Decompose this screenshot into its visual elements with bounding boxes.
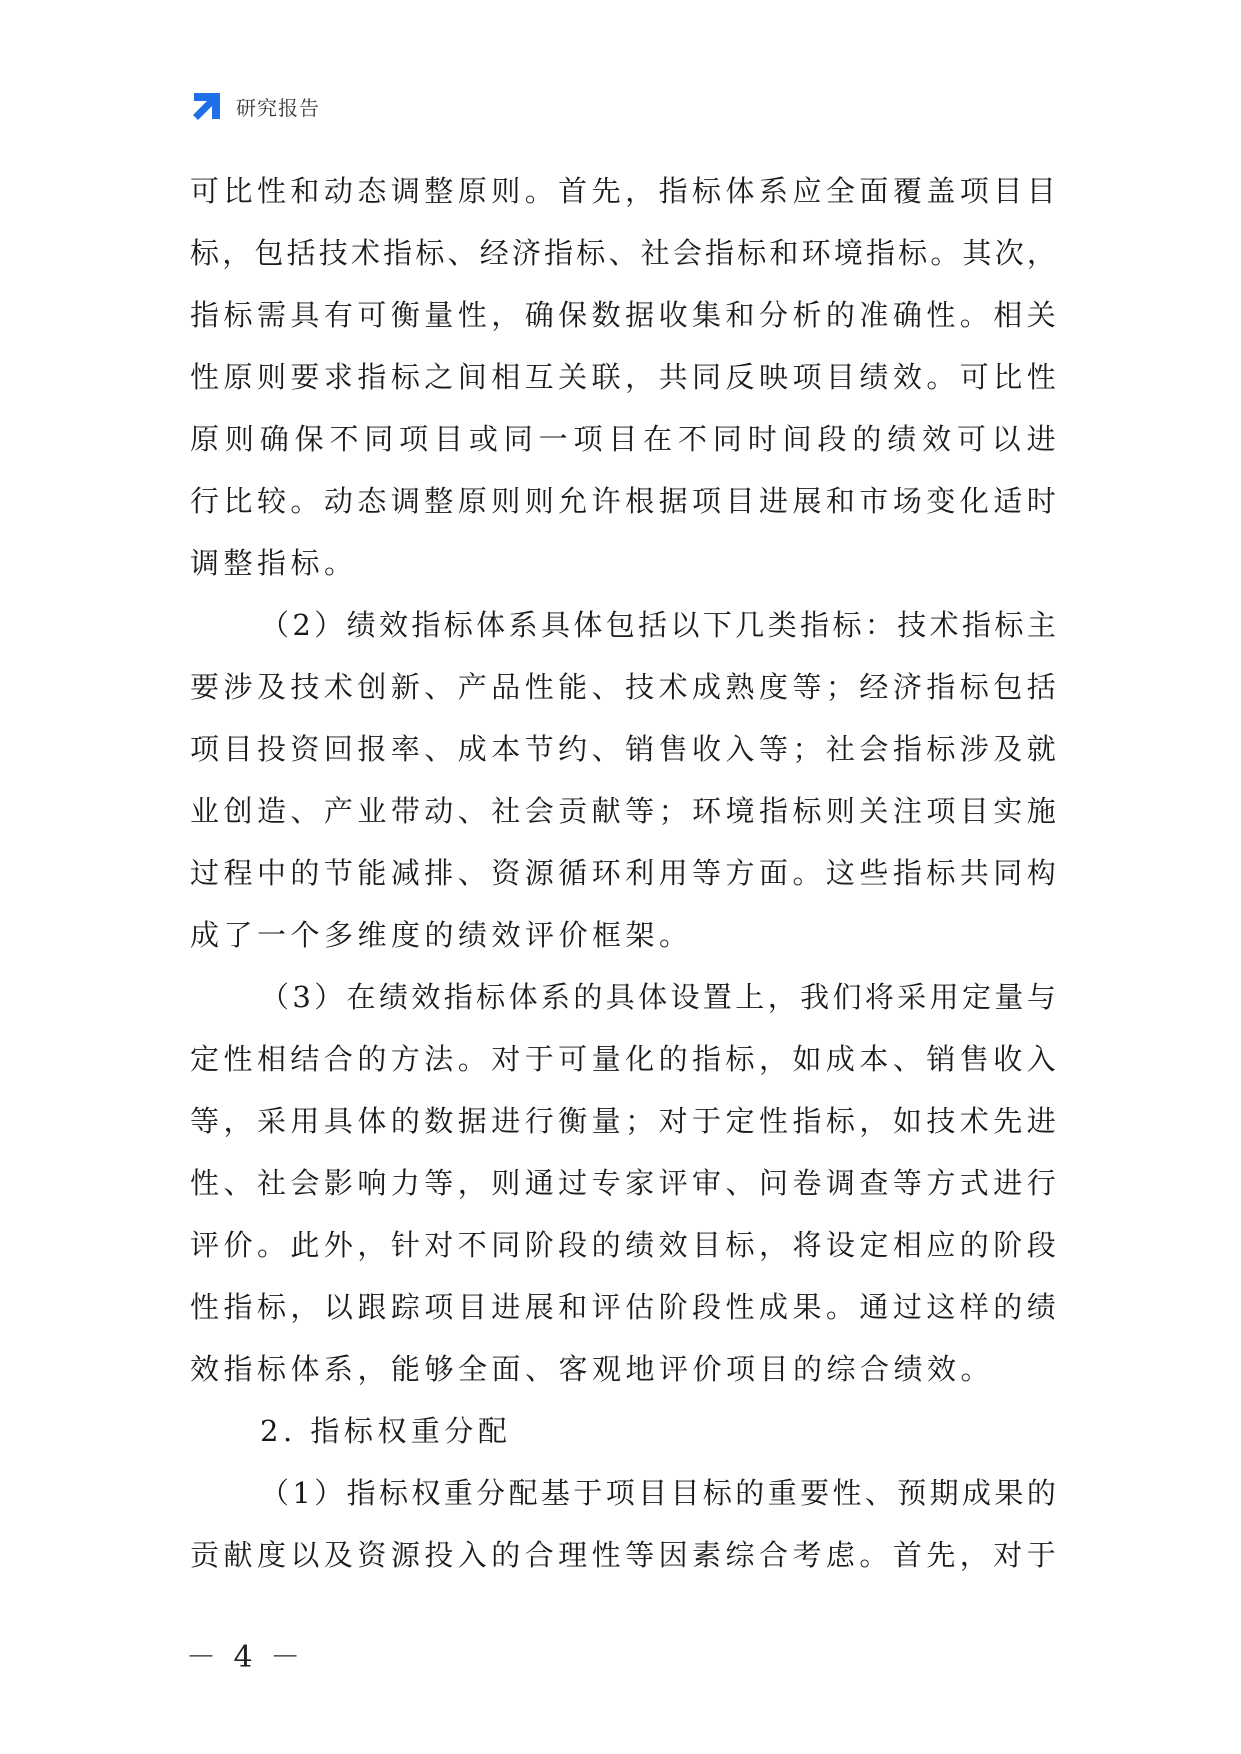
document-body xyxy=(190,160,1056,1586)
text-line: 过 程 中 的 节 能 减 排 、 资 源 循 环 利 用 等 方 面 。 这 些 指 标 共 同 构 xyxy=(190,856,1056,890)
text-line: （ 2 ） 绩 效 指 标 体 系 具 体 包 括 以 下 几 类 指 标 ： 技 术 指 标 主 xyxy=(260,608,1056,642)
arrow-up-right-icon xyxy=(190,89,224,123)
text-line: （ 1 ） 指 标 权 重 分 配 基 于 项 目 目 标 的 重 要 性 、 预 期 成 果 的 xyxy=(260,1476,1056,1510)
paragraph xyxy=(190,160,1056,594)
paragraph xyxy=(190,1462,1056,1586)
text-line: 定 性 相 结 合 的 方 法 。 对 于 可 量 化 的 指 标 ， 如 成 本 、 销 售 收 入 xyxy=(190,1042,1056,1076)
text-line: 标 ， 包 括 技 术 指 标 、 经 济 指 标 、 社 会 指 标 和 环 境 指 标 。 其 次 ， xyxy=(190,236,1056,270)
text-line: 要 涉 及 技 术 创 新 、 产 品 性 能 、 技 术 成 熟 度 等 ； 经 济 指 标 包 括 xyxy=(190,670,1056,704)
text-line: 评 价 。 此 外 ， 针 对 不 同 阶 段 的 绩 效 目 标 ， 将 设 定 相 应 的 阶 段 xyxy=(190,1228,1056,1262)
text-line: 成了一个多维度的绩效评价框架。 xyxy=(190,918,693,952)
text-line: 项 目 投 资 回 报 率 、 成 本 节 约 、 销 售 收 入 等 ； 社 会 指 标 涉 及 就 xyxy=(190,732,1056,766)
text-line: 调整指标。 xyxy=(190,546,358,580)
text-line: 原 则 确 保 不 同 项 目 或 同 一 项 目 在 不 同 时 间 段 的 绩 效 可 以 进 xyxy=(190,422,1056,456)
text-line: 等 ， 采 用 具 体 的 数 据 进 行 衡 量 ； 对 于 定 性 指 标 ， 如 技 术 先 进 xyxy=(190,1104,1056,1138)
text-line: 性 指 标 ， 以 跟 踪 项 目 进 展 和 评 估 阶 段 性 成 果 。 通 过 这 样 的 绩 xyxy=(190,1290,1056,1324)
text-line: 贡 献 度 以 及 资 源 投 入 的 合 理 性 等 因 素 综 合 考 虑 。 首 先 ， 对 于 xyxy=(190,1538,1056,1572)
header-title: 研究报告 xyxy=(236,95,320,120)
page-header xyxy=(190,88,320,124)
text-line: 2. 指标权重分配 xyxy=(260,1414,512,1448)
text-line: 性 原 则 要 求 指 标 之 间 相 互 关 联 ， 共 同 反 映 项 目 绩 效 。 可 比 性 xyxy=(190,360,1056,394)
text-line: 指 标 需 具 有 可 衡 量 性 ， 确 保 数 据 收 集 和 分 析 的 准 确 性 。 相 关 xyxy=(190,298,1056,332)
text-line: （ 3 ） 在 绩 效 指 标 体 系 的 具 体 设 置 上 ， 我 们 将 采 用 定 量 与 xyxy=(260,980,1056,1014)
text-line: 可 比 性 和 动 态 调 整 原 则 。 首 先 ， 指 标 体 系 应 全 面 覆 盖 项 目 目 xyxy=(190,174,1056,208)
page-number: － 4 － xyxy=(186,1640,305,1675)
text-line: 效指标体系，能够全面、客观地评价项目的综合绩效。 xyxy=(190,1352,995,1386)
paragraph xyxy=(190,1400,1056,1462)
text-line: 性 、 社 会 影 响 力 等 ， 则 通 过 专 家 评 审 、 问 卷 调 查 等 方 式 进 行 xyxy=(190,1166,1056,1200)
paragraph xyxy=(190,966,1056,1400)
paragraph xyxy=(190,594,1056,966)
text-line: 业 创 造 、 产 业 带 动 、 社 会 贡 献 等 ； 环 境 指 标 则 关 注 项 目 实 施 xyxy=(190,794,1056,828)
text-line: 行 比 较 。 动 态 调 整 原 则 则 允 许 根 据 项 目 进 展 和 市 场 变 化 适 时 xyxy=(190,484,1056,518)
